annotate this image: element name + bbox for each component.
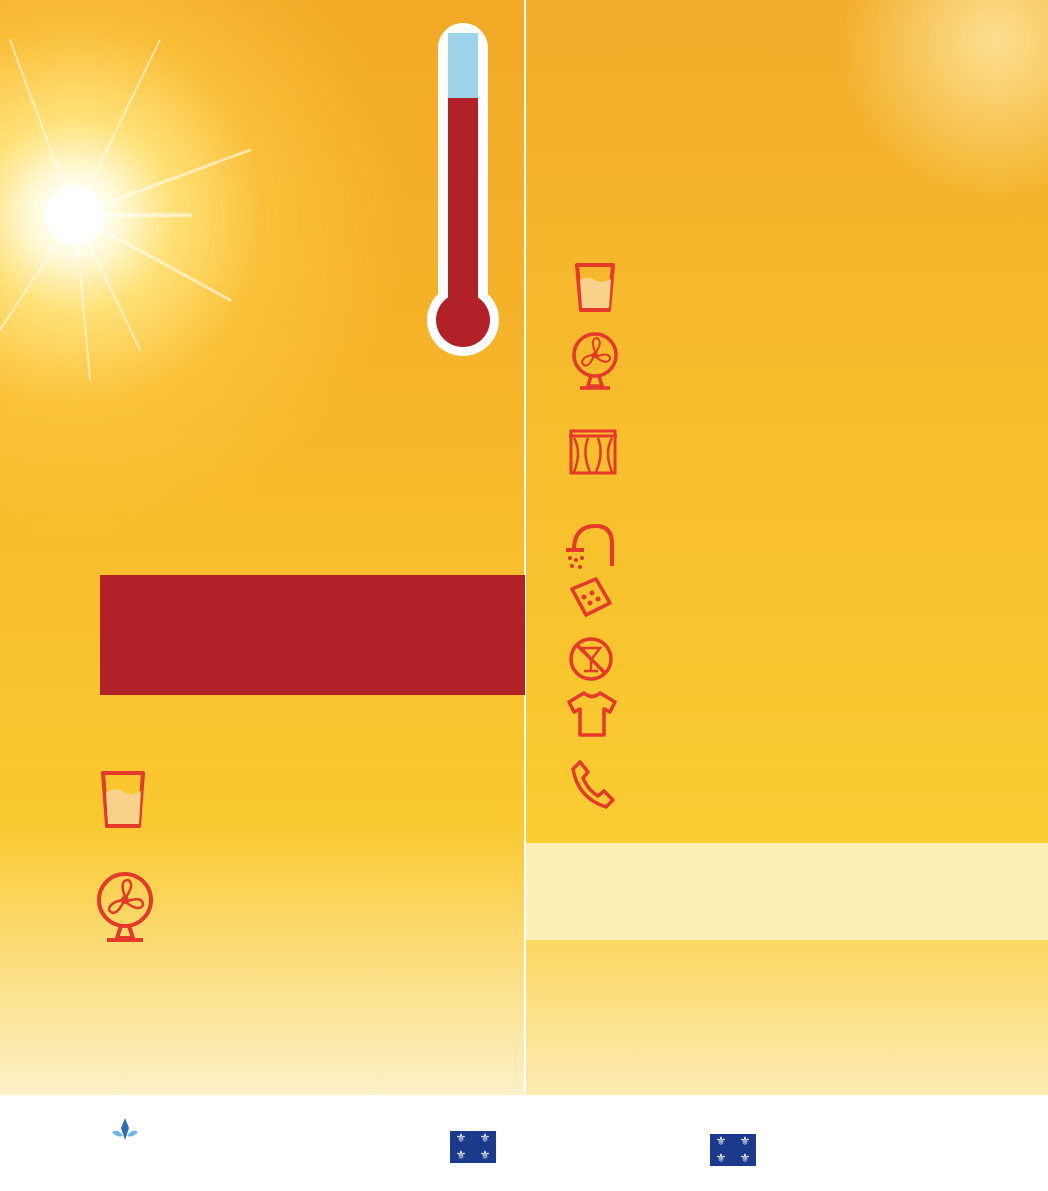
water-glass-icon bbox=[100, 770, 146, 830]
info-sante-box bbox=[526, 843, 1048, 940]
curtains-icon bbox=[568, 428, 618, 476]
fan-icon bbox=[95, 870, 155, 944]
shower-icon bbox=[566, 520, 616, 570]
wet-towel-icon bbox=[566, 575, 616, 619]
quebec-flag-icon: ⚜ ⚜ ⚜ ⚜ bbox=[450, 1131, 496, 1163]
quebec-flag-icon-msss: ⚜ ⚜ ⚜ ⚜ bbox=[710, 1134, 756, 1166]
tick-20 bbox=[387, 240, 432, 242]
tshirt-icon bbox=[566, 690, 618, 738]
thermometer-icon bbox=[425, 20, 501, 360]
no-alcohol-icon bbox=[568, 636, 614, 682]
fan-icon bbox=[570, 330, 620, 392]
votre-gouvernement-logo-mark bbox=[110, 1116, 140, 1144]
tick-30 bbox=[387, 171, 432, 175]
tick-40 bbox=[387, 100, 432, 104]
phone-icon bbox=[570, 758, 616, 810]
water-glass-icon bbox=[574, 262, 616, 314]
intro-box bbox=[100, 575, 525, 695]
